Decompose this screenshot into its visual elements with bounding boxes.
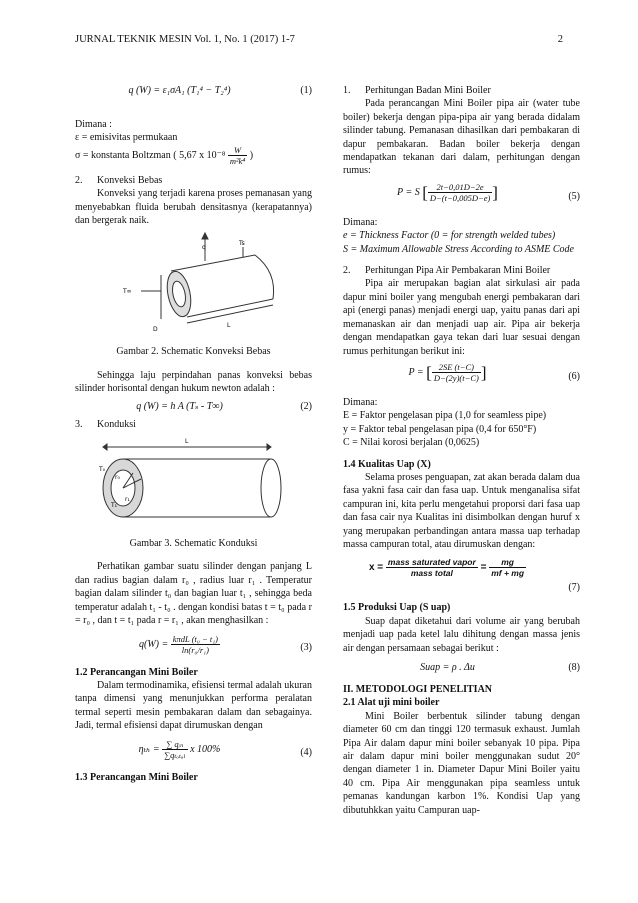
d-label: D xyxy=(153,326,158,334)
def-epsilon: ε = emisivitas permukaan xyxy=(75,132,178,144)
after-figure-2-text: Sehingga laju perpindahan panas konveksi bebas silinder horisontal dengan hukum newton adalah : xyxy=(75,369,312,395)
q-label: q xyxy=(202,244,206,252)
figure-2-caption: Gambar 2. Schematic Konveksi Bebas xyxy=(116,346,271,358)
figure-3 xyxy=(75,431,312,527)
journal-title: JURNAL TEKNIK MESIN Vol. 1, No. 1 (2017) 1-7 xyxy=(75,34,295,45)
konduksi-text: Perhatikan gambar suatu silinder dengan panjang L dan radius bagian dalam r₀ , radius luar r₁ . Temperatur bagian dalam silinder t₀ dan bagian luar t₁ , sehingga beda temperatur adalah t₁ - t₀ . dengan kondisi batas t = t₀ pada r = r₀ , dan t = t₁ pada r = r₁ , akan menghasilkan : xyxy=(75,561,312,627)
page-header xyxy=(75,34,563,45)
figure-2 xyxy=(75,227,312,337)
l-label: L xyxy=(227,322,231,330)
t0-label: T₀ xyxy=(99,466,106,474)
section-1-2-heading: 1.2 Perancangan Mini Boiler xyxy=(75,666,198,678)
page-number: 2 xyxy=(557,34,563,45)
equation-4: ηₜₕ = $\frac{\text{∑ qᵢₙ}}{\text{∑qₜₒₜₐₗ}}$ x 100% (4) xyxy=(138,738,312,760)
item-1-text: Pada perancangan Mini Boiler pipa air (water tube boiler) bekerja dengan pipa-pipa air yang berada didalam silinder tabung. Pemanasan dihasilkan dari pembakaran di dapur pembakaran. Badan boiler bekerja dengan mendapatkan tekanan dari dalam, perhitungan dengan rumus: xyxy=(343,98,580,177)
def-C: C = Nilai korosi berjalan (0,0625) xyxy=(343,437,480,449)
right-column xyxy=(343,84,580,817)
equation-5: P = S [ $\frac{2t-0,01D-2e}{D-(t-0,005D-e)}$ ] (5) xyxy=(397,181,580,203)
def-sigma: σ = konstanta Boltzman ( 5,67 x 10⁻⁸ $\frac{W}{\text{m²k⁴}}$ ) xyxy=(75,144,254,166)
item-2-heading: 2. Perhitungan Pipa Air Pembakaran Mini Boiler xyxy=(343,265,551,277)
equation-7: x = $\frac{\text{mass saturated vapor}}{\text{mass total}}$ = $\frac{mg}{mf + mg}$ (7) xyxy=(368,557,580,594)
section-1-4-text: Selama proses penguapan, zat akan berada dalam dua fasa yakni fasa cair dan fasa uap. Untuk menganalisa sifat campuran ini, kita perlu mengetahui proporsi dari fasa uap dan fasa cair nya Kualitas ini disimbolkan dengan huruf x yang merupakan perbandingan antara massa uap terhadap massa campuran total, atau dirumuskan dengan: xyxy=(343,471,580,550)
tinf-label: T∞ xyxy=(123,288,132,296)
equation-8: Suap = ρ . Δu (8) xyxy=(420,662,580,673)
item-2-text: Pipa air merupakan bagian alat sirkulasi air pada dapur mini boiler yang mengubah energi pembakaran dari api (energi panas) menjadi energi uap, yaitu panas dari api memanaskan air dan menjadi uap air. Pipa air bekerja dengan mendapatkan gaya tekan dari luar sesuai dengan rumus perhitungan berikut ini: xyxy=(343,278,580,357)
def-E: E = Faktor pengelasan pipa (1,0 for seamless pipe) xyxy=(343,410,547,422)
equation-6: P = [ $\frac{2SE (t-C)}{D-(2y)(t-C)}$ ] (6) xyxy=(408,361,580,383)
section-1-3-heading: 1.3 Perancangan Mini Boiler xyxy=(75,771,198,783)
section-1-2-text: Dalam termodinamika, efisiensi termal adalah ukuran tanpa dimensi yang menunjukkan performa peralatan termal seperti mesin pembakaran dalam dan sebagainya. Jadi, termal efisiensi dapat dirumuskan dengan xyxy=(75,679,312,732)
cylinder-conduction-diagram xyxy=(75,431,312,527)
left-column xyxy=(75,84,312,784)
section-2-1-text: Mini Boiler berbentuk silinder tabung dengan diameter 60 cm dan tinggi 120 termasuk exhaust. Jumlah Pipa Air dalam dapur mini boiler sebanyak 10 pipa. Pipa air dalam dapur mini boiler menggunakan sudut 20° dengan diameter 1 in. Diameter Dapur Mini Boiler yaitu 40 cm. Pipa Air menggunakan pipa seamless untuk pemanas kandungan karbon 1%. Kondisi Uap yang dibutuhkkan yaitu Campuran uap- xyxy=(343,710,580,816)
equation-1: q (W) = ε₁σA₁ (T₁⁴ − T₂⁴) (1) xyxy=(128,85,312,96)
konveksi-text: Konveksi yang terjadi karena proses pemanasan yang menyebabkan fluida berubah densitasnya (kerapatannya) dan bergerak naik. xyxy=(75,188,312,227)
dimana-6: Dimana: xyxy=(343,396,378,408)
section-konduksi-heading: 3. Konduksi xyxy=(75,418,136,430)
section-1-5-heading: 1.5 Produksi Uap (S uap) xyxy=(343,602,451,614)
def-e: e = Thickness Factor (0 = for strength welded tubes) xyxy=(343,230,556,242)
dimana-5: Dimana: xyxy=(343,216,378,228)
def-y: y = Faktor tebal pengelasan pipa (0,4 for 650°F) xyxy=(343,423,537,435)
cylinder-convection-diagram xyxy=(75,227,312,337)
section-1-5-text: Suap dapat diketahui dari volume air yang berubah menjadi uap pada ketel lalu dihitung dengan massa jenis air dengan persamaan sebagai berikut : xyxy=(343,615,580,654)
t1-label: T₁ xyxy=(111,502,118,510)
length-label: L xyxy=(185,438,189,446)
dimana-label: Dimana : xyxy=(75,119,112,130)
def-s: S = Maximum Allowable Stress According to ASME Code xyxy=(343,243,574,255)
figure-3-caption: Gambar 3. Schematic Konduksi xyxy=(129,538,258,550)
section-2-1-heading: 2.1 Alat uji mini boiler xyxy=(343,697,440,709)
equation-3: q(W) = $\frac{\text{kπdL (t₀ − t₁)}}{\text{ln(r₀/r₁)}}$ (3) xyxy=(138,633,312,655)
item-1-heading: 1. Perhitungan Badan Mini Boiler xyxy=(343,85,491,96)
section-1-4-heading: 1.4 Kualitas Uap (X) xyxy=(343,458,431,470)
section-II-heading: II. METODOLOGI PENELITIAN xyxy=(343,684,493,695)
r0-label: r₀ xyxy=(115,474,120,482)
equation-2: q (W) = h A (Tₛ - T∞) (2) xyxy=(136,400,312,412)
r1-label: r₁ xyxy=(125,496,130,504)
ts-label: Ts xyxy=(239,240,245,248)
section-konveksi-heading: 2. Konveksi Bebas xyxy=(75,174,163,186)
